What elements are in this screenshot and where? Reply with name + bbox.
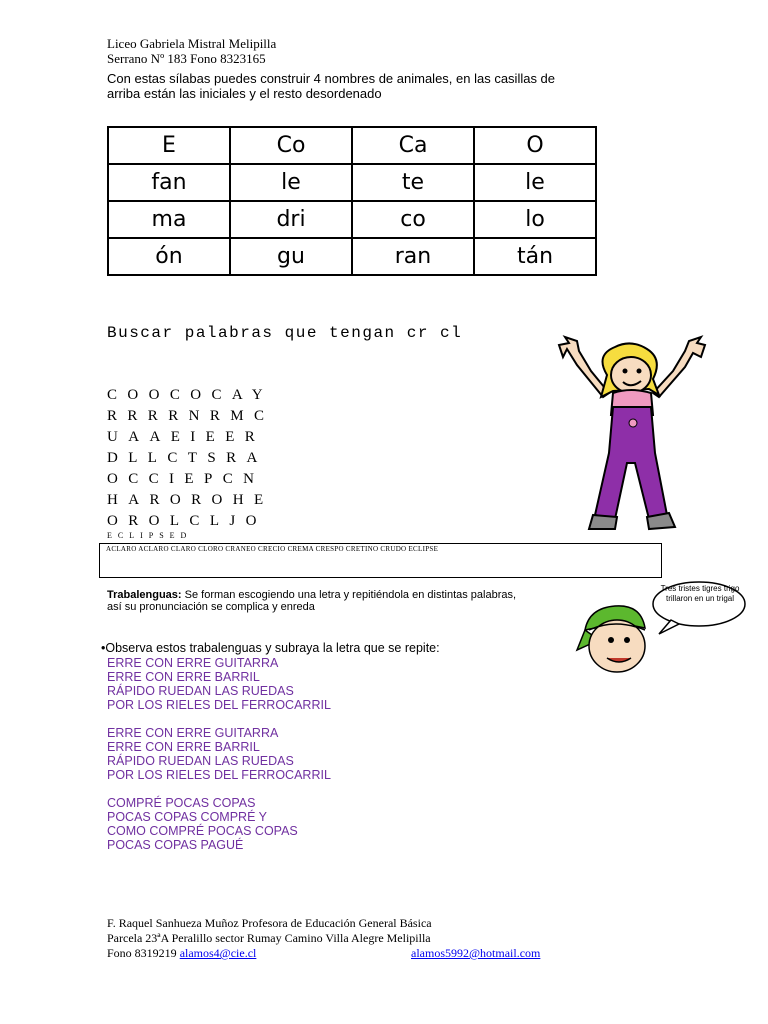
trabalenguas-title: Trabalenguas:: [107, 589, 182, 601]
email-link-1[interactable]: alamos4@cie.cl: [179, 946, 257, 960]
table-cell: gu: [230, 238, 352, 275]
table-cell: O: [474, 127, 596, 164]
table-cell: fan: [108, 164, 230, 201]
verse-line: RÁPIDO RUEDAN LAS RUEDAS: [107, 684, 294, 698]
grid-row: RRRRNRMC: [107, 408, 275, 424]
table-cell: le: [230, 164, 352, 201]
table-cell: tán: [474, 238, 596, 275]
school-header: [107, 36, 276, 66]
grid-row: DLLCTSRA: [107, 450, 268, 466]
intro-text: Con estas sílabas puedes construir 4 nombres de animales, en las casillas de arriba están las iniciales y el resto desordenado: [107, 71, 556, 101]
table-cell: dri: [230, 201, 352, 238]
verse-block-2: [107, 726, 331, 782]
table-row: [108, 201, 596, 238]
verse-line: COMO COMPRÉ POCAS COPAS: [107, 824, 298, 838]
table-row: [108, 164, 596, 201]
verse-line: RÁPIDO RUEDAN LAS RUEDAS: [107, 754, 294, 768]
word-list-box: [99, 543, 662, 578]
table-cell: lo: [474, 201, 596, 238]
school-address: Serrano Nº 183 Fono 8323165: [107, 51, 266, 66]
school-name: Liceo Gabriela Mistral Melipilla: [107, 36, 277, 51]
grid-row: HAROROHE: [107, 492, 274, 508]
table-cell: Co: [230, 127, 352, 164]
footer-author: F. Raquel Sanhueza Muñoz Profesora de Educación General Básica: [107, 916, 432, 930]
observe-instruction: •Observa estos trabalenguas y subraya la letra que se repite:: [101, 641, 440, 655]
verse-line: POCAS COPAS PAGUÉ: [107, 838, 244, 852]
table-cell: E: [108, 127, 230, 164]
verse-block-3: [107, 796, 298, 852]
footer: [107, 916, 541, 961]
table-cell: te: [352, 164, 474, 201]
table-row: [108, 238, 596, 275]
verse-line: ERRE CON ERRE BARRIL: [107, 670, 260, 684]
verse-line: ERRE CON ERRE GUITARRA: [107, 656, 279, 670]
girl-illustration-icon: [555, 335, 713, 535]
grid-row: COOCOCAY: [107, 387, 274, 403]
table-cell: Ca: [352, 127, 474, 164]
trabalenguas-text: Se forman escogiendo una letra y repitiéndola en distintas palabras,: [181, 589, 517, 601]
verse-line: POCAS COPAS COMPRÉ Y: [107, 810, 267, 824]
verse-line: POR LOS RIELES DEL FERROCARRIL: [107, 698, 331, 712]
verse-block-1: [107, 656, 331, 712]
grid-row: OROLCLJO: [107, 513, 267, 529]
syllable-table: [107, 126, 597, 276]
table-cell: ran: [352, 238, 474, 275]
table-cell: le: [474, 164, 596, 201]
footer-contact: [107, 946, 541, 961]
table-cell: co: [352, 201, 474, 238]
email-link-2[interactable]: alamos5992@hotmail.com: [411, 946, 541, 960]
trabalenguas-description: [107, 589, 587, 613]
verse-line: ERRE CON ERRE GUITARRA: [107, 726, 279, 740]
verse-line: ERRE CON ERRE BARRIL: [107, 740, 260, 754]
speech-bubble-text: Tres tristes tigres trigo trillaron en un trigal: [660, 584, 740, 603]
trabalenguas-text-2: así su pronunciación se complica y enreda: [107, 601, 315, 613]
grid-row: UAAEIEER: [107, 429, 266, 445]
footer-phone: Fono 8319219: [107, 946, 180, 960]
table-row: [108, 127, 596, 164]
table-cell: ón: [108, 238, 230, 275]
verse-line: POR LOS RIELES DEL FERROCARRIL: [107, 768, 331, 782]
grid-extra-row: ECLIPSED: [107, 531, 193, 540]
search-title: Buscar palabras que tengan cr cl: [107, 324, 463, 342]
grid-row: OCCIEPCN: [107, 471, 265, 487]
footer-address: Parcela 23ªA Peralillo sector Rumay Camino Villa Alegre Melipilla: [107, 931, 431, 945]
table-cell: ma: [108, 201, 230, 238]
verse-line: COMPRÉ POCAS COPAS: [107, 796, 256, 810]
word-list: ACLARO ACLARO CLARO CLORO CRANEO CRECIO CREMA CRESPO CRETINO CRUDO ECLIPSE: [106, 545, 439, 553]
